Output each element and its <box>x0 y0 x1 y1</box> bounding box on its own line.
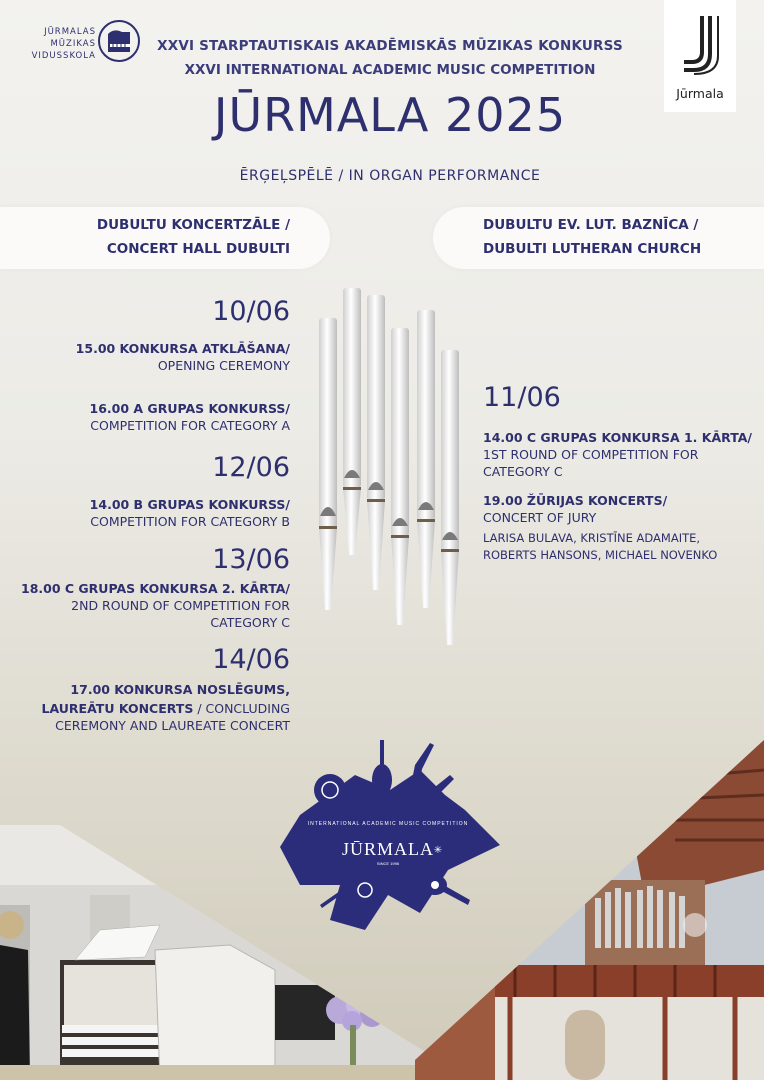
event-english: 2ND ROUND OF COMPETITION FOR <box>71 598 290 613</box>
event-english: / CONCLUDING <box>193 701 290 716</box>
subtitle: ĒRĢEĻSPĒLĒ / IN ORGAN PERFORMANCE <box>239 168 541 184</box>
school-logo <box>14 20 144 72</box>
date-block <box>0 452 290 483</box>
venue-line: DUBULTU EV. LUT. BAZNĪCA / <box>483 217 699 233</box>
competition-emblem <box>270 735 510 935</box>
event-english: CEREMONY AND LAUREATE CONCERT <box>55 718 290 733</box>
event-item <box>0 400 290 434</box>
event-item <box>0 580 290 631</box>
event-english: CATEGORY C <box>483 464 563 479</box>
event-english: COMPETITION FOR CATEGORY B <box>90 514 290 529</box>
venue-line: DUBULTU KONCERTZĀLE / <box>96 217 290 233</box>
date-heading: 12/06 <box>212 452 290 483</box>
event-item <box>0 496 290 530</box>
venue-line: DUBULTI LUTHERAN CHURCH <box>483 241 702 257</box>
event-time-title: 16.00 A GRUPAS KONKURSS <box>89 401 286 416</box>
event-english: COMPETITION FOR CATEGORY A <box>90 418 290 433</box>
title-latvian: XXVI STARPTAUTISKAIS AKADĒMISKĀS MŪZIKAS KONKURSS <box>157 38 623 54</box>
jurmala-logo-label: Jūrmala <box>676 86 724 101</box>
piano-emblem-icon <box>98 20 140 62</box>
emblem-name: JŪRMALA <box>341 839 435 859</box>
event-time-title: 18.00 C GRUPAS KONKURSA 2. KĀRTA/ <box>21 581 290 596</box>
event-item <box>0 340 290 374</box>
jurmala-j-icon <box>680 14 722 76</box>
event-english: CONCERT OF JURY <box>483 510 597 525</box>
event-slash: / <box>285 497 290 512</box>
date-block <box>0 644 290 675</box>
date-heading: 13/06 <box>212 544 290 575</box>
emblem-since: SINCE 1996 <box>376 861 400 866</box>
school-name-line: JŪRMALAS <box>44 27 96 37</box>
venue-concert-hall <box>0 207 330 269</box>
date-heading: 10/06 <box>212 296 290 327</box>
event-item <box>0 681 290 734</box>
event-time-title: LAUREĀTU KONCERTS <box>41 701 194 716</box>
event-time-title: 17.00 KONKURSA NOSLĒGUMS, <box>70 682 290 697</box>
school-name <box>14 26 96 62</box>
event-item <box>483 429 763 480</box>
schedule-left <box>0 296 290 327</box>
event-time-title: 14.00 C GRUPAS KONKURSA 1. KĀRTA/ <box>483 430 752 445</box>
sparkle-icon: ✳ <box>433 845 443 856</box>
title-english: XXVI INTERNATIONAL ACADEMIC MUSIC COMPETITION <box>184 62 596 78</box>
school-name-line: VIDUSSKOLA <box>31 51 96 61</box>
event-english: OPENING CEREMONY <box>157 358 290 373</box>
event-time-title: 19.00 ŽŪRIJAS KONCERTS/ <box>483 493 668 508</box>
jury-names: LARISA BULAVA, KRISTĪNE ADAMAITE, <box>483 531 701 545</box>
date-heading: 11/06 <box>483 382 561 413</box>
jurmala-city-logo <box>664 0 736 112</box>
organ-pipes-illustration <box>312 280 472 660</box>
event-slash: / <box>285 341 290 356</box>
event-time-title: 14.00 B GRUPAS KONKURSS <box>89 497 286 512</box>
emblem-top-text: INTERNATIONAL ACADEMIC MUSIC COMPETITION <box>307 821 469 827</box>
jury-names: ROBERTS HANSONS, MICHAEL NOVENKO <box>483 548 718 562</box>
venue-lutheran-church <box>433 207 764 269</box>
event-english: 1ST ROUND OF COMPETITION FOR <box>483 447 699 462</box>
school-name-line: MŪZIKAS <box>50 39 96 49</box>
date-block <box>0 544 290 575</box>
page-title: JŪRMALA 2025 <box>213 88 567 142</box>
event-english: CATEGORY C <box>210 615 290 630</box>
event-slash: / <box>285 401 290 416</box>
event-item <box>483 492 763 564</box>
venue-line: CONCERT HALL DUBULTI <box>106 241 290 257</box>
date-heading: 14/06 <box>212 644 290 675</box>
event-time-title: 15.00 KONKURSA ATKLĀŠANA <box>75 341 286 356</box>
schedule-right <box>483 382 753 413</box>
